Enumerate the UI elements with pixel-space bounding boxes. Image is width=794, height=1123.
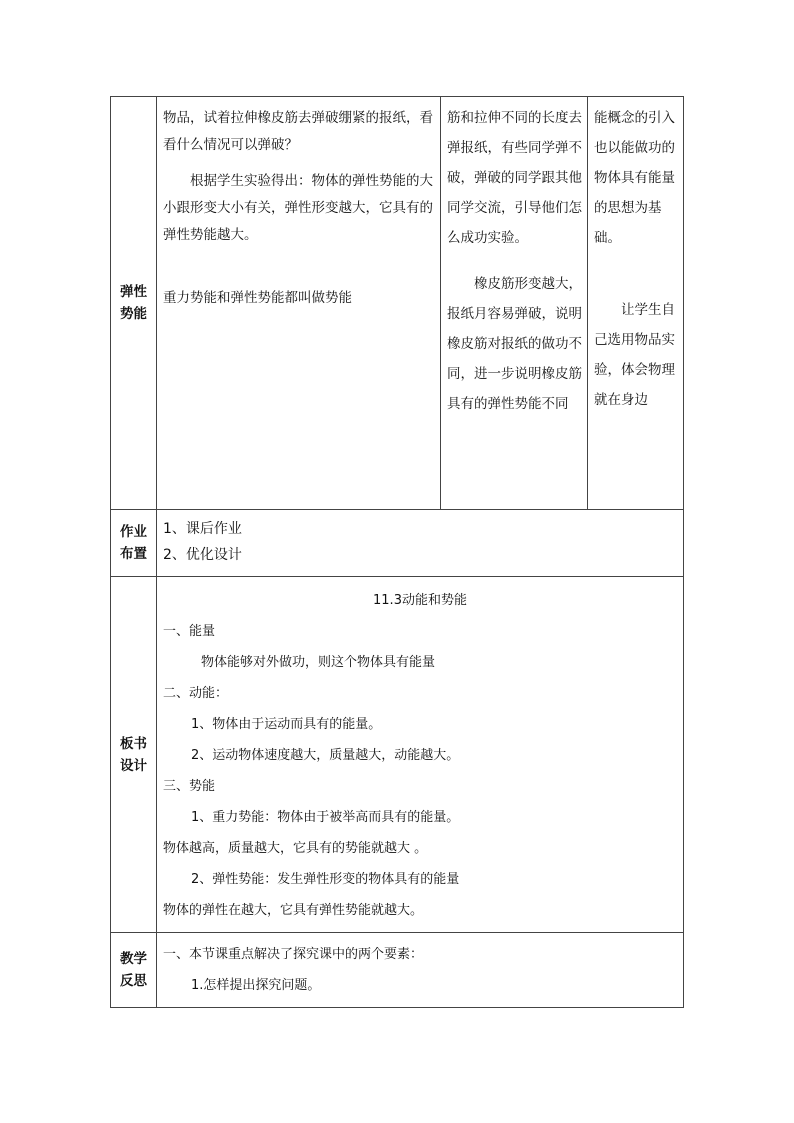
label-line: 教学 — [120, 951, 147, 967]
row-label-board — [111, 577, 157, 933]
design-intent-cell — [588, 97, 684, 510]
lesson-plan-table — [110, 96, 684, 1008]
board-heading: 三、势能 — [163, 779, 216, 794]
label-line: 布置 — [120, 546, 147, 562]
label-line: 弹性 — [120, 284, 147, 300]
reflection-cell — [157, 933, 684, 1008]
board-line: 1、物体由于运动而具有的能量。 — [191, 717, 382, 732]
intent-paragraph: 让学生自己选用物品实验，体会物理就在身边 — [594, 302, 675, 408]
homework-cell — [157, 510, 684, 577]
teacher-paragraph: 根据学生实验得出：物体的弹性势能的大小跟形变大小有关，弹性形变越大，它具有的弹性势能越大。 — [163, 173, 433, 243]
row-reflection — [111, 933, 684, 1008]
teacher-paragraph: 重力势能和弹性势能都叫做势能 — [163, 290, 352, 306]
row-board-design — [111, 577, 684, 933]
row-label-homework — [111, 510, 157, 577]
board-line: 2、弹性势能：发生弹性形变的物体具有的能量 — [191, 872, 460, 887]
board-line: 2、运动物体速度越大，质量越大，动能越大。 — [191, 748, 460, 763]
homework-item: 2、优化设计 — [163, 547, 242, 563]
teacher-activity-cell — [157, 97, 441, 510]
row-homework — [111, 510, 684, 577]
label-line: 作业 — [120, 524, 147, 540]
row-label-elastic — [111, 97, 157, 510]
board-heading: 二、动能： — [163, 686, 229, 701]
label-line: 设计 — [120, 757, 147, 774]
label-line: 板书 — [120, 735, 147, 752]
homework-item: 1、课后作业 — [163, 521, 242, 537]
board-line: 物体能够对外做功，则这个物体具有能量 — [201, 655, 436, 670]
intent-paragraph: 能概念的引入也以能做功的物体具有能量的思想为基础。 — [594, 110, 675, 246]
student-paragraph: 橡皮筋形变越大，报纸月容易弹破，说明橡皮筋对报纸的做功不同，进一步说明橡皮筋具有的弹性势能不同 — [447, 276, 582, 412]
student-paragraph: 筋和拉伸不同的长度去弹报纸，有些同学弹不破，弹破的同学跟其他同学交流，引导他们怎么成功实验。 — [447, 110, 582, 246]
board-design-cell — [157, 577, 684, 933]
label-line: 势能 — [120, 306, 147, 322]
row-elastic-potential-energy — [111, 97, 684, 510]
board-line: 物体越高，质量越大，它具有的势能就越大 。 — [163, 841, 428, 856]
board-title: 11.3动能和势能 — [373, 593, 467, 608]
reflection-line: 1.怎样提出探究问题。 — [191, 978, 321, 993]
board-line: 物体的弹性在越大，它具有弹性势能就越大。 — [163, 903, 424, 918]
board-heading: 一、能量 — [163, 624, 216, 639]
reflection-line: 一、本节课重点解决了探究课中的两个要素： — [163, 947, 424, 962]
student-activity-cell — [441, 97, 588, 510]
teacher-paragraph: 物品，试着拉伸橡皮筋去弹破绷紧的报纸，看看什么情况可以弹破？ — [163, 110, 433, 153]
row-label-reflection — [111, 933, 157, 1008]
label-line: 反思 — [120, 973, 147, 989]
board-line: 1、重力势能：物体由于被举高而具有的能量。 — [191, 810, 460, 825]
